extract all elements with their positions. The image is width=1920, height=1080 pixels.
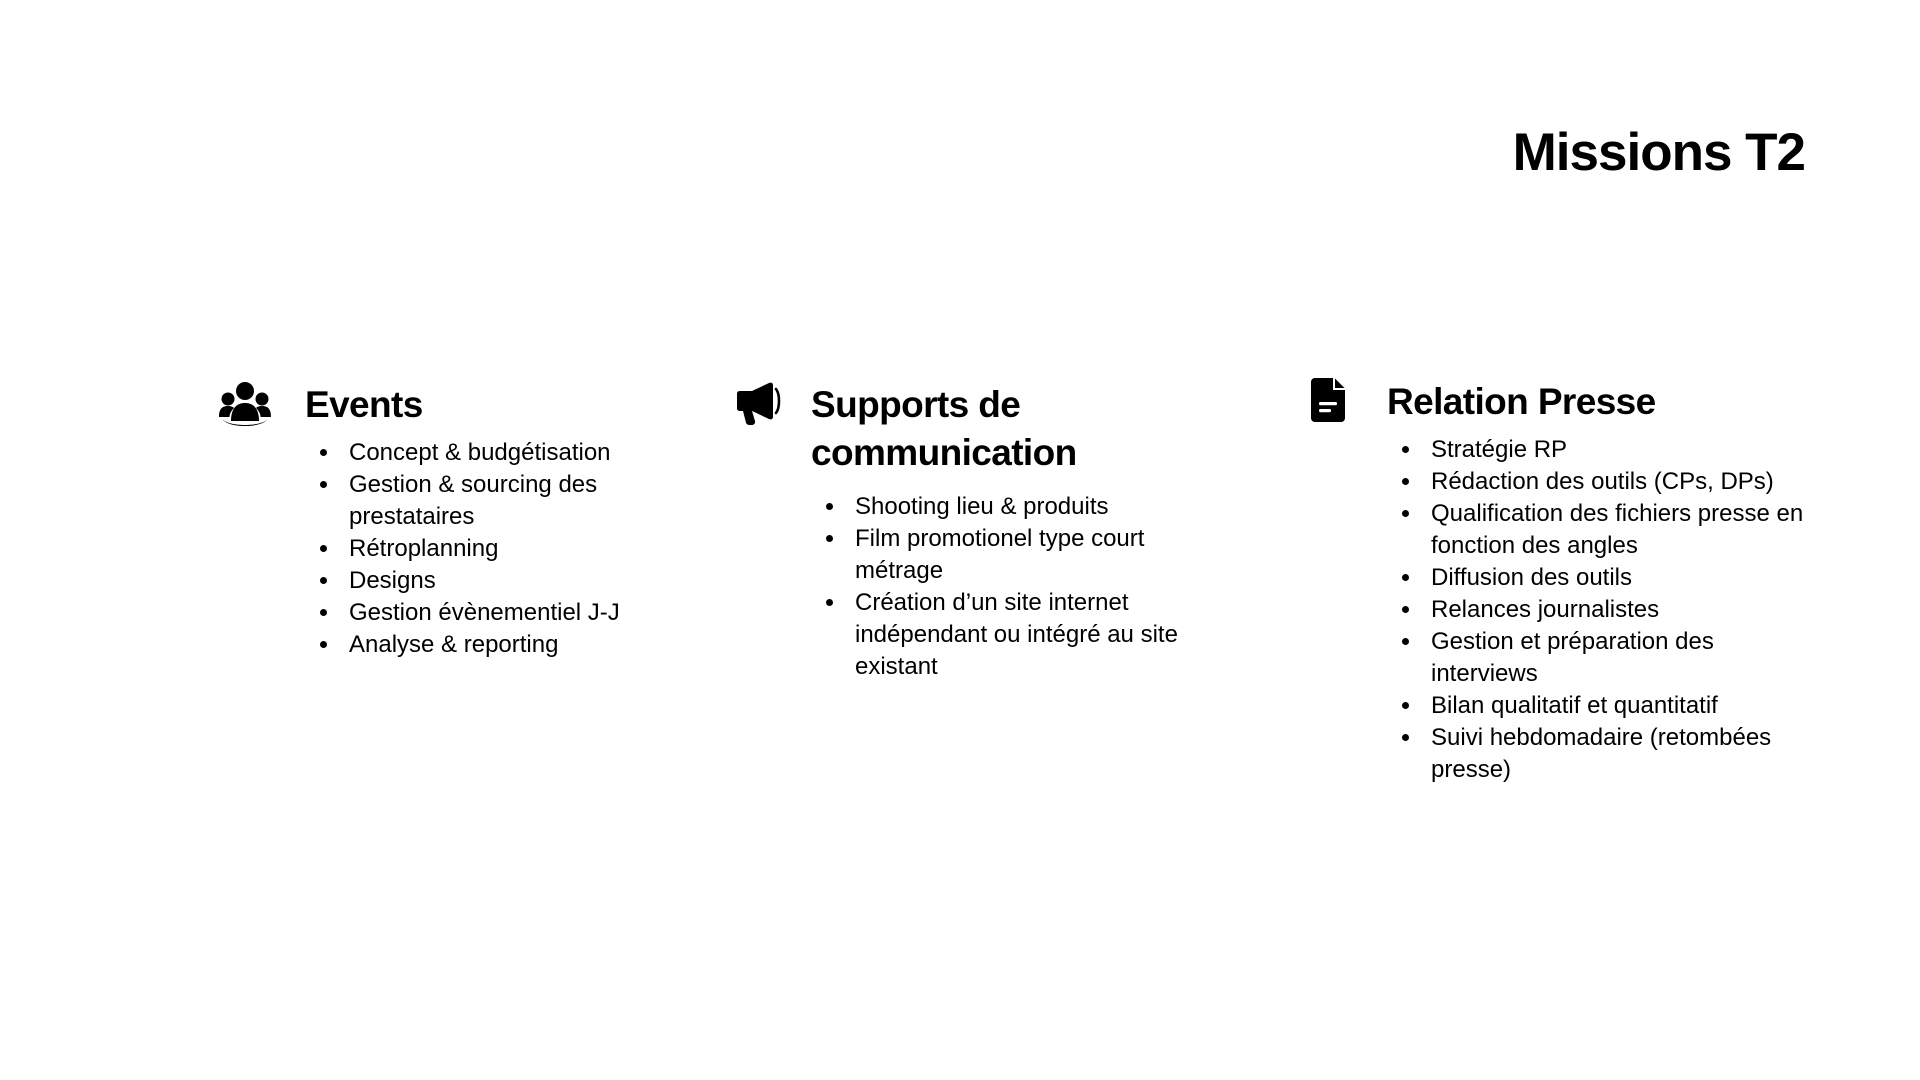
relation-presse-column: [1307, 378, 1827, 786]
supports-title: Supports de communication: [811, 384, 1077, 473]
list-item: • Rétroplanning: [341, 533, 681, 565]
list-item: • Diffusion des outils: [1423, 562, 1813, 594]
events-header: [215, 381, 685, 429]
list-item: • Rédaction des outils (CPs, DPs): [1423, 466, 1813, 498]
supports-list: [847, 491, 1217, 683]
list-item: • Bilan qualitatif et quantitatif: [1423, 690, 1813, 722]
list-item: • Relances journalistes: [1423, 594, 1813, 626]
relation-presse-header: [1307, 378, 1827, 426]
events-column: [215, 381, 685, 661]
list-item: • Designs: [341, 565, 681, 597]
list-item: • Concept & budgétisation: [341, 437, 681, 469]
list-item: • Gestion évènementiel J-J: [341, 597, 681, 629]
relation-presse-list: [1423, 434, 1813, 786]
supports-column: [731, 381, 1251, 683]
list-item: • Création d’un site internet indépendant ou intégré au site existant: [847, 587, 1217, 683]
relation-presse-title: Relation Presse: [1387, 381, 1656, 422]
slide-title: Missions T2: [1512, 123, 1805, 182]
list-item: • Film promotionel type court métrage: [847, 523, 1217, 587]
megaphone-icon: [735, 381, 781, 425]
users-group-icon: [219, 381, 271, 427]
list-item: • Stratégie RP: [1423, 434, 1813, 466]
supports-header: [731, 381, 1251, 477]
events-title: Events: [305, 384, 423, 425]
list-item: • Shooting lieu & produits: [847, 491, 1217, 523]
events-list: [341, 437, 681, 661]
list-item: • Gestion et préparation des interviews: [1423, 626, 1813, 690]
list-item: • Qualification des fichiers presse en fonction des angles: [1423, 498, 1813, 562]
list-item: • Gestion & sourcing des prestataires: [341, 469, 681, 533]
document-icon: [1311, 378, 1347, 422]
list-item: • Suivi hebdomadaire (retombées presse): [1423, 722, 1813, 786]
list-item: • Analyse & reporting: [341, 629, 681, 661]
